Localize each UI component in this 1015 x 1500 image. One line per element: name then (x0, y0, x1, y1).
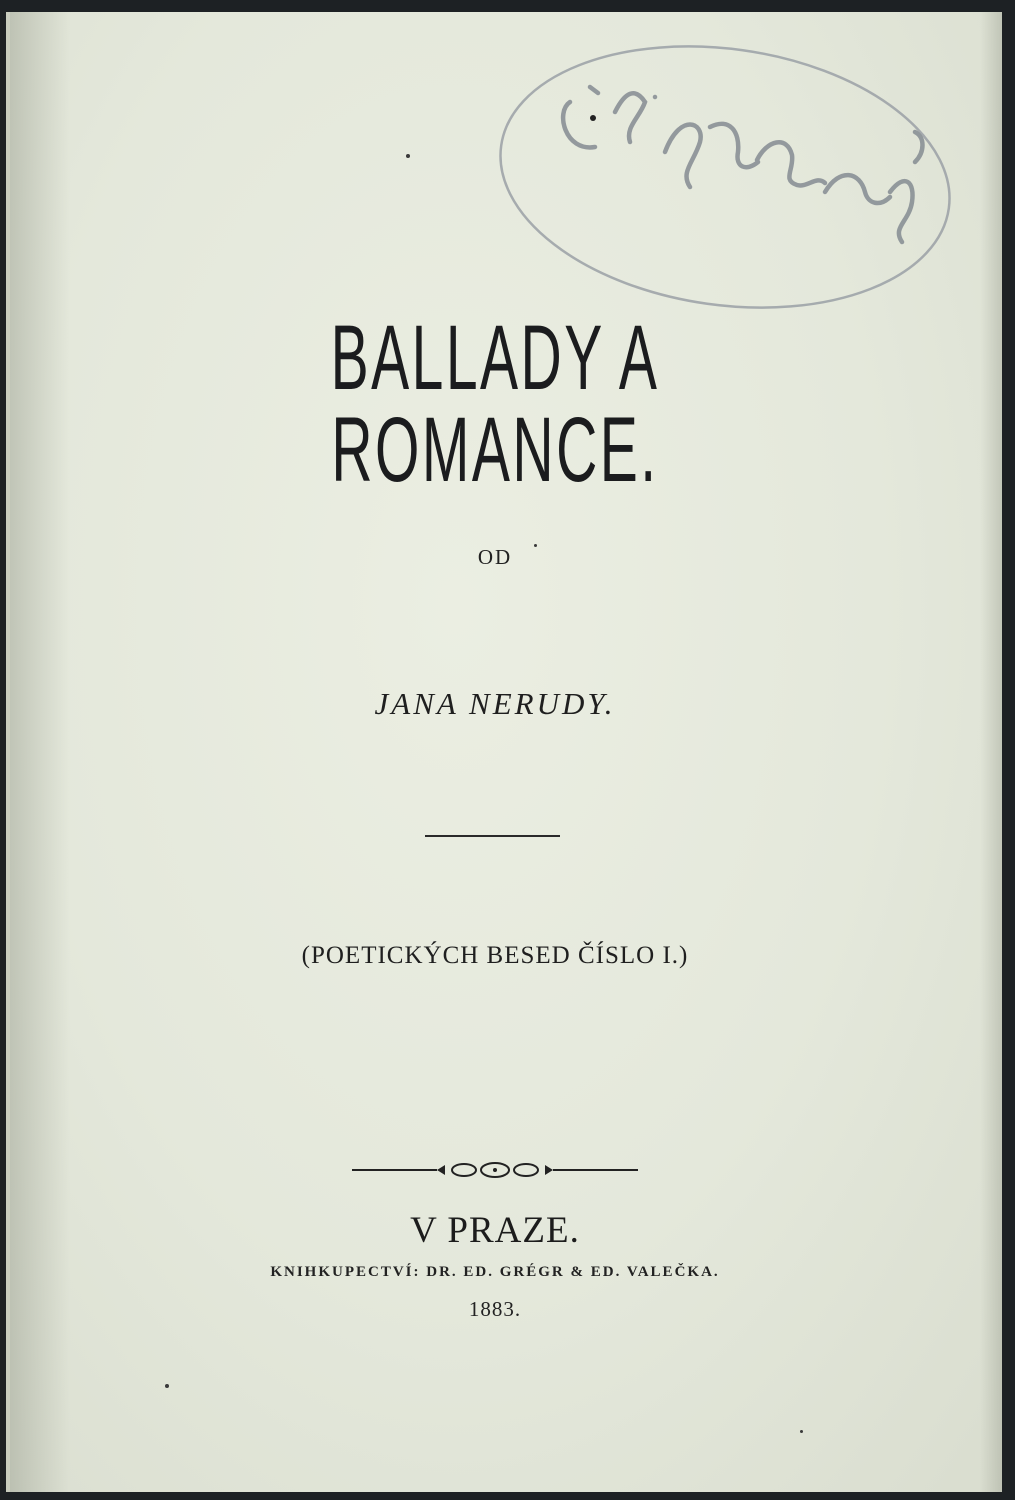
author-name: JANA NERUDY. (374, 686, 616, 721)
stamp-handwriting (563, 87, 922, 242)
series-note: (POETICKÝCH BESED ČÍSLO I.) (301, 942, 689, 969)
divider-rule (425, 835, 560, 837)
publisher-line: KNIHKUPECTVÍ: DR. ED. GRÉGR & ED. VALEČKA. (270, 1264, 720, 1280)
ink-dot (590, 115, 596, 121)
publication-year: 1883. (468, 1297, 522, 1321)
title-page (6, 12, 1002, 1492)
byline-od: OD (477, 545, 513, 569)
paper-speck (165, 1384, 169, 1388)
paper-speck (406, 154, 410, 158)
paper-speck (800, 1430, 803, 1433)
book-title: BALLADY A ROMANCE. (330, 307, 660, 501)
stamp-oval (495, 42, 955, 312)
paper-speck (534, 544, 537, 547)
publication-place: V PRAZE. (410, 1210, 580, 1251)
ownership-stamp (495, 42, 955, 312)
scroll-ornament (352, 1157, 638, 1183)
